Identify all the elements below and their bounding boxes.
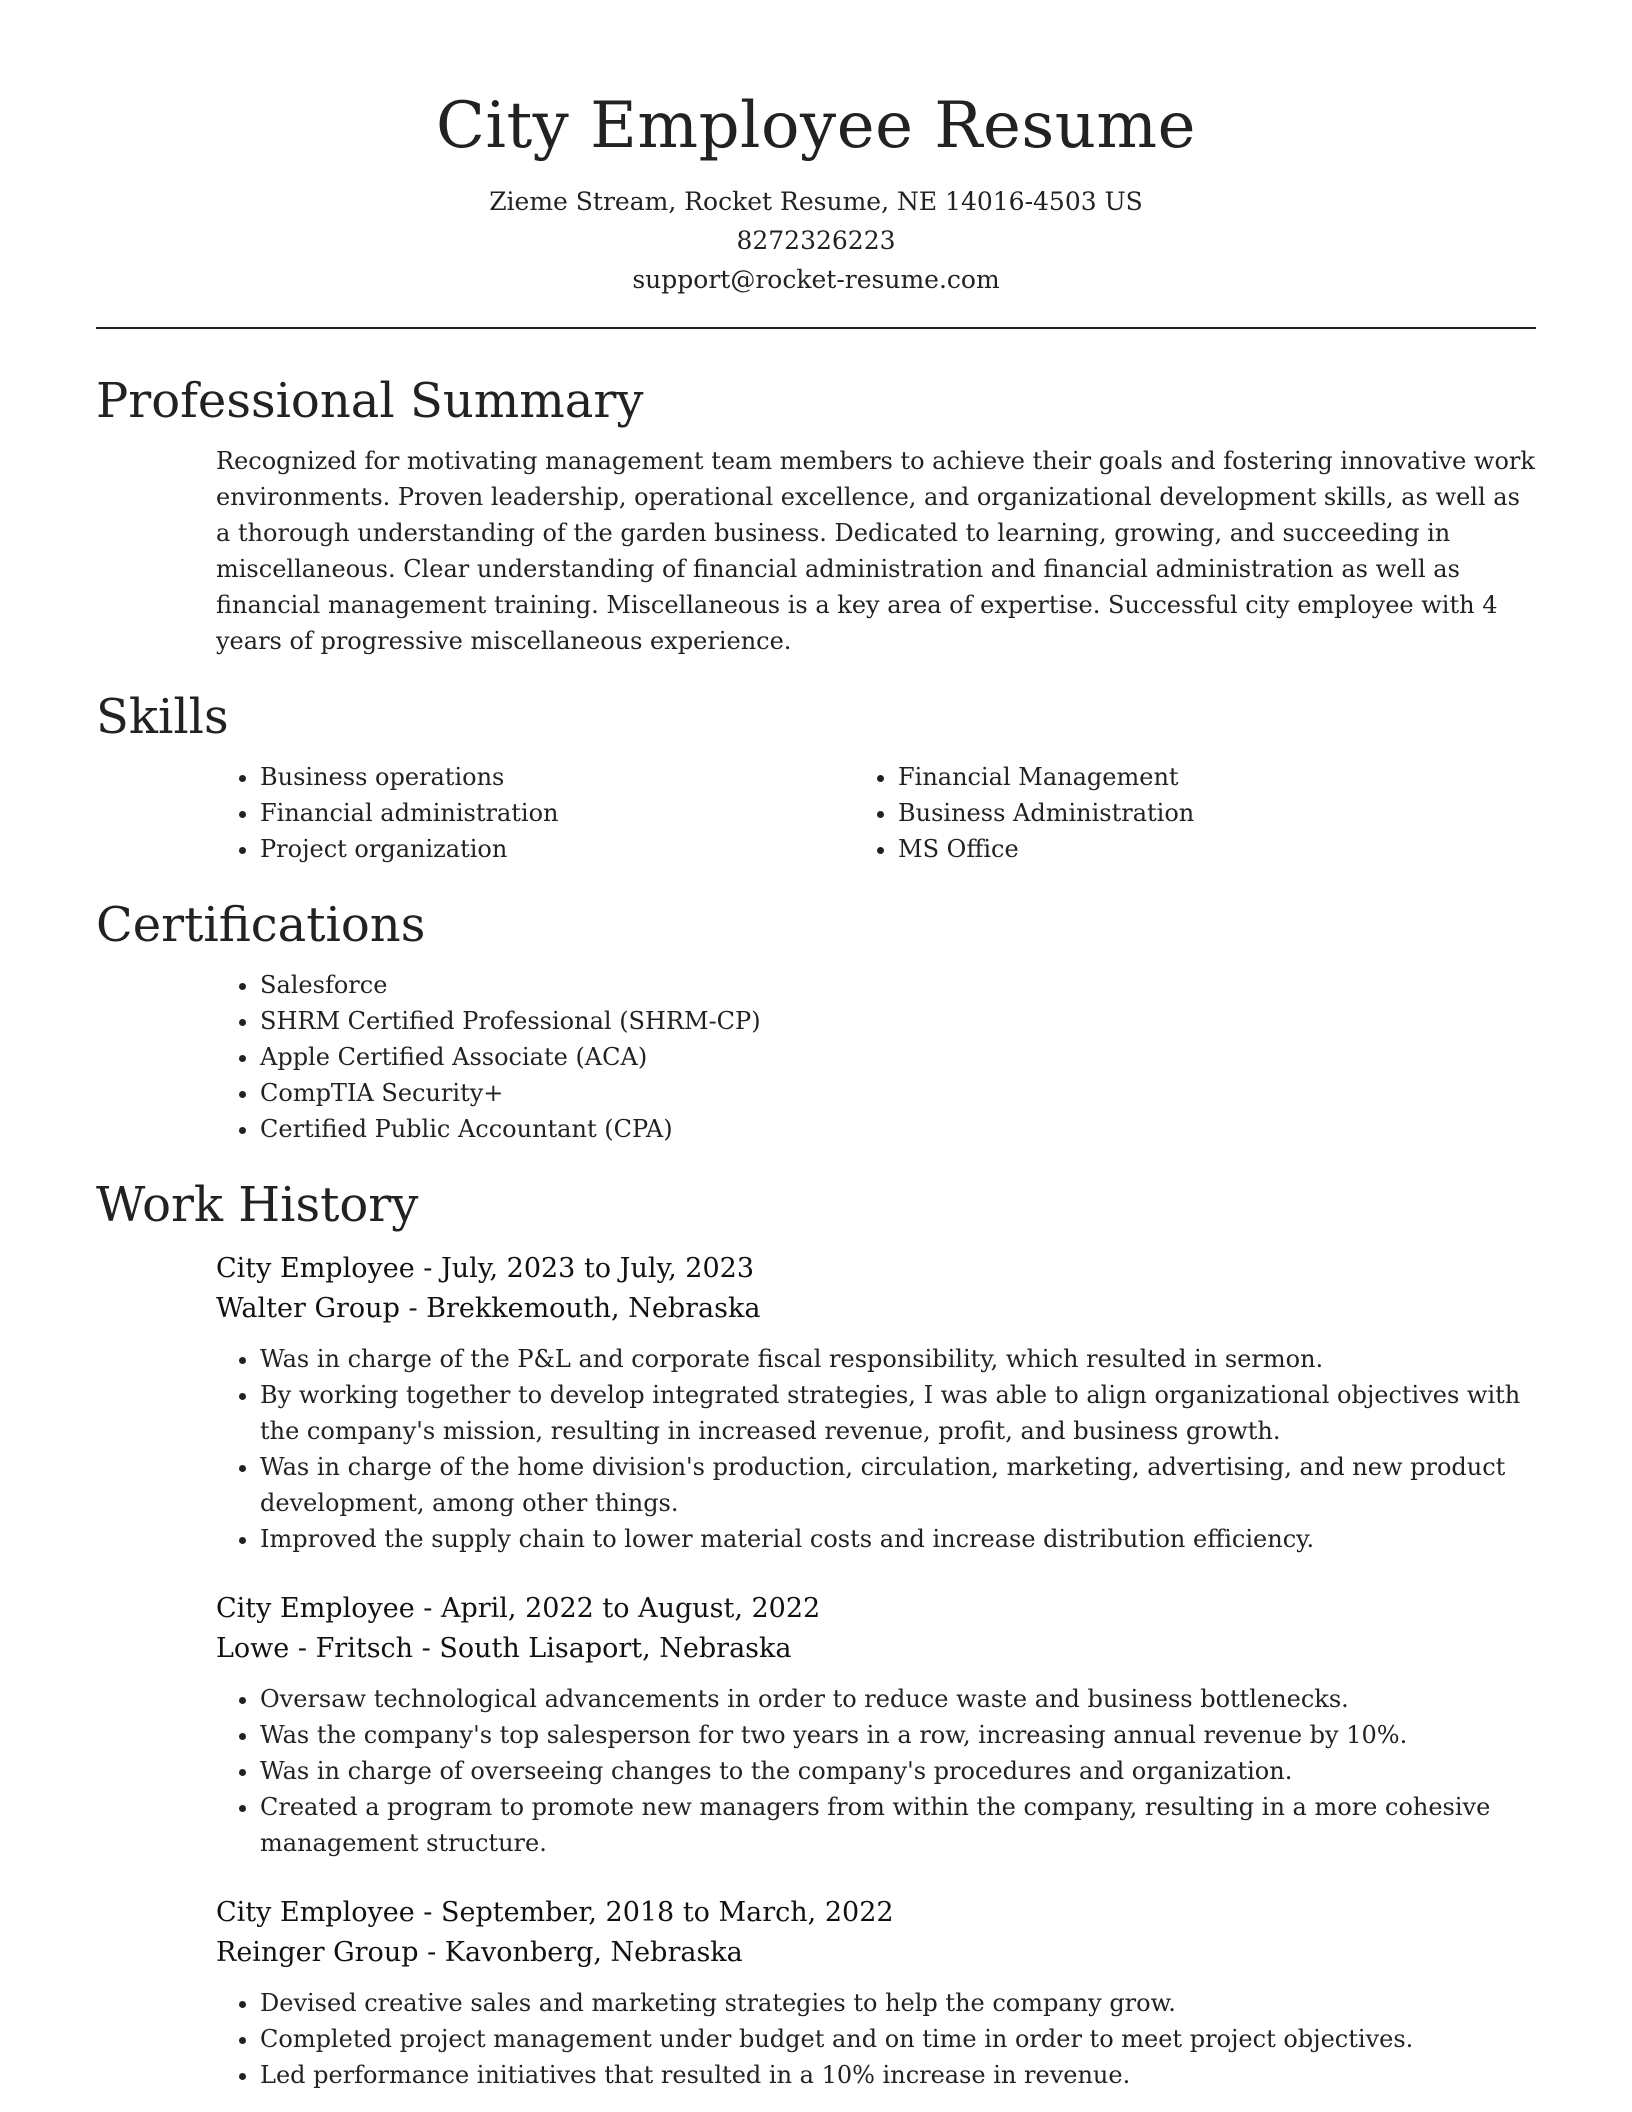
job-position: City Employee - April, 2022 to August, 2022: [216, 1593, 821, 1624]
resume-page: [96, 0, 1536, 2093]
job-entry: [216, 1893, 1536, 2093]
certification-item: • Certified Public Accountant (CPA): [260, 1111, 1536, 1147]
skills-heading: Skills: [96, 689, 229, 745]
certification-item: • Salesforce: [260, 967, 1536, 1003]
resume-header: [96, 0, 1536, 299]
skills-grid: [96, 759, 1536, 867]
header-divider: [96, 327, 1536, 329]
certifications-list: [96, 967, 1536, 1147]
certifications-heading: Certifications: [96, 897, 426, 953]
certification-item: • SHRM Certified Professional (SHRM-CP): [260, 1003, 1536, 1039]
skill-item: • Financial administration: [260, 795, 898, 831]
job-entry: [216, 1249, 1536, 1557]
job-position: City Employee - September, 2018 to March, 2022: [216, 1897, 894, 1928]
job-bullets: [216, 1985, 1536, 2093]
skill-item: • Business Administration: [898, 795, 1536, 831]
job-bullet: • Devised creative sales and marketing strategies to help the company grow.: [260, 1985, 1536, 2021]
job-company: Walter Group - Brekkemouth, Nebraska: [216, 1293, 761, 1324]
summary-text: Recognized for motivating management team members to achieve their goals and fostering innovative work environments. Proven leadership, operational excellence, and organizational development skills, as well as a thorough understanding of the garden business. Dedicated to learning, growing, and succeeding in miscellaneous. Clear understanding of financial administration and financial administration as well as financial management training. Miscellaneous is a key area of expertise. Successful city employee with 4 years of progressive miscellaneous experience.: [216, 447, 1535, 655]
resume-title: City Employee Resume: [436, 89, 1196, 163]
summary-heading: Professional Summary: [96, 373, 644, 429]
certification-item: • CompTIA Security+: [260, 1075, 1536, 1111]
address-line: Zieme Stream, Rocket Resume, NE 14016-4503 US: [489, 187, 1143, 216]
job-bullet: • Improved the supply chain to lower material costs and increase distribution efficiency.: [260, 1521, 1536, 1557]
skill-item: • Business operations: [260, 759, 898, 795]
phone-line: 8272326223: [736, 226, 896, 255]
skill-item: • Financial Management: [898, 759, 1536, 795]
skills-list-right: [898, 759, 1536, 867]
job-bullet: • Led performance initiatives that resulted in a 10% increase in revenue.: [260, 2057, 1536, 2093]
job-bullet: • Was in charge of the home division's production, circulation, marketing, advertising, and new product development, among other things.: [260, 1449, 1536, 1521]
work-history-heading: Work History: [96, 1177, 419, 1233]
job-bullets: [216, 1341, 1536, 1557]
job-company: Reinger Group - Kavonberg, Nebraska: [216, 1937, 743, 1968]
job-bullet: • By working together to develop integrated strategies, I was able to align organizational objectives with the company's mission, resulting in increased revenue, profit, and business growth.: [260, 1377, 1536, 1449]
job-bullet: • Was the company's top salesperson for two years in a row, increasing annual revenue by 10%.: [260, 1717, 1536, 1753]
job-bullet: • Completed project management under budget and on time in order to meet project objectives.: [260, 2021, 1536, 2057]
job-company: Lowe - Fritsch - South Lisaport, Nebraska: [216, 1633, 792, 1664]
email-line: support@rocket-resume.com: [632, 265, 1000, 294]
job-bullet: • Was in charge of overseeing changes to the company's procedures and organization.: [260, 1753, 1536, 1789]
skills-list-left: [96, 759, 898, 867]
job-bullets: [216, 1681, 1536, 1861]
job-bullet: • Oversaw technological advancements in order to reduce waste and business bottlenecks.: [260, 1681, 1536, 1717]
job-bullet: • Was in charge of the P&L and corporate fiscal responsibility, which resulted in sermon.: [260, 1341, 1536, 1377]
skill-item: • Project organization: [260, 831, 898, 867]
skill-item: • MS Office: [898, 831, 1536, 867]
job-position: City Employee - July, 2023 to July, 2023: [216, 1253, 755, 1284]
job-entry: [216, 1589, 1536, 1861]
contact-block: [96, 182, 1536, 299]
certification-item: • Apple Certified Associate (ACA): [260, 1039, 1536, 1075]
job-bullet: • Created a program to promote new managers from within the company, resulting in a more cohesive management structure.: [260, 1789, 1536, 1861]
